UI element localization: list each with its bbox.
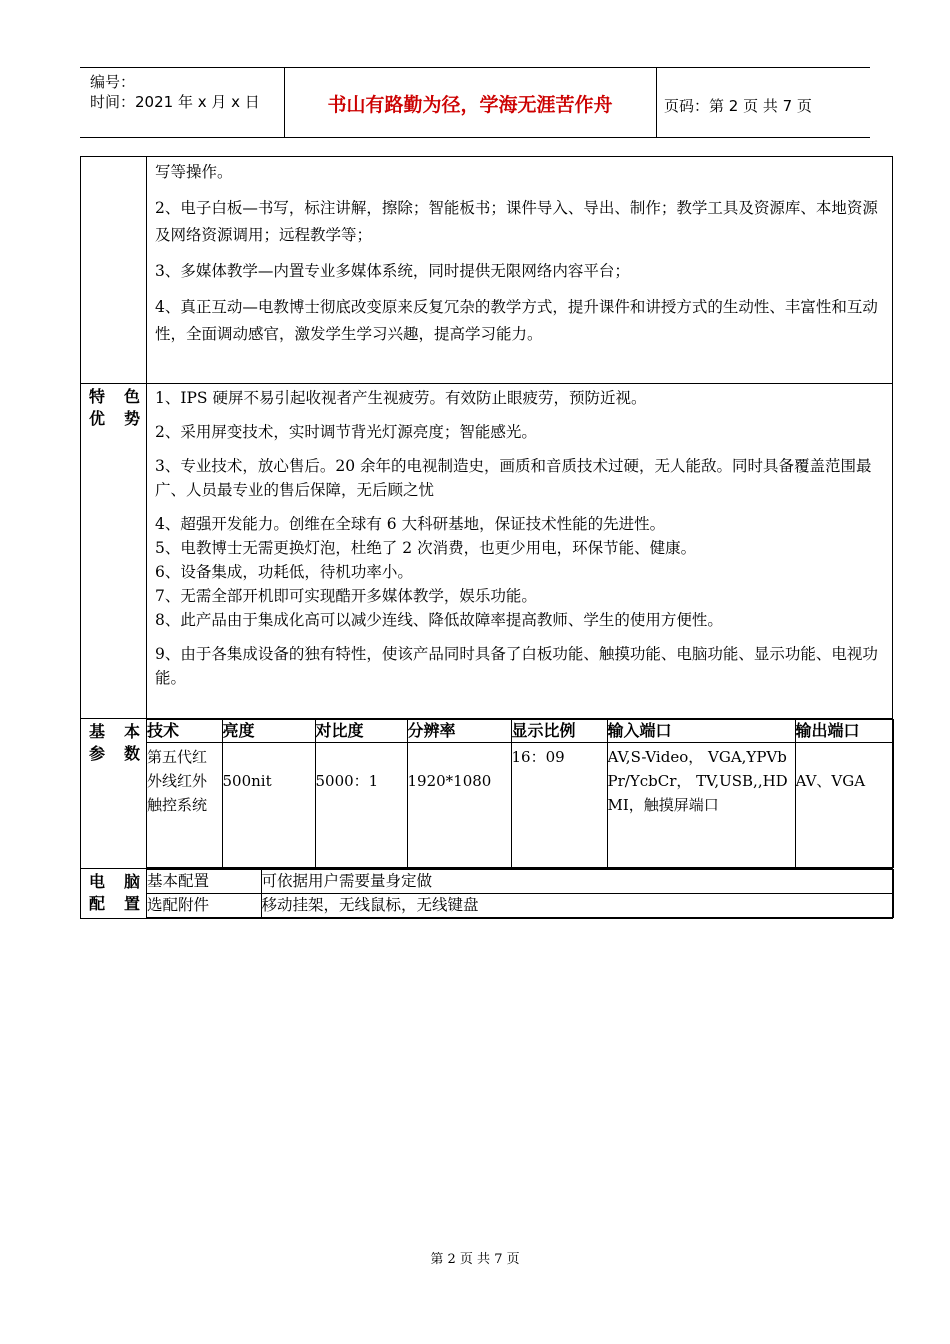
features-label (81, 384, 147, 719)
pc-config-row (81, 869, 893, 919)
features-row (81, 384, 893, 719)
header-page-info: 页码：第 2 页 共 7 页 (664, 97, 812, 115)
config-name: 基本配置 (147, 870, 261, 894)
pc-config-cell (147, 869, 893, 919)
params-value-row (147, 743, 893, 868)
list-item: 4、超强开发能力。创维在全球有 6 大科研基地，保证技术性能的先进性。 (155, 515, 666, 533)
param-value: 第五代红外线红外触控系统 (147, 743, 222, 868)
table-row (147, 894, 893, 918)
basic-params-cell (147, 719, 893, 869)
list-item: 2、电子白板—书写，标注讲解，擦除；智能板书；课件导入、导出、制作；教学工具及资源库、本地资源及网络资源调用；远程教学等； (155, 199, 878, 244)
page-header (80, 67, 870, 138)
header-divider (656, 68, 657, 137)
list-item: 1、IPS 硬屏不易引起收视者产生视疲劳。有效防止眼疲劳，预防近视。 (155, 389, 647, 407)
serial-label: 编号： (90, 73, 136, 91)
basic-params-label-line1: 基本 (89, 722, 140, 741)
param-value: 16：09 (511, 743, 607, 868)
params-table (147, 719, 894, 868)
param-header: 分辨率 (407, 720, 511, 743)
continued-section-content (147, 157, 893, 384)
spec-table (80, 156, 893, 919)
features-label-line2: 优势 (89, 409, 140, 428)
pc-config-label (81, 869, 147, 919)
table-row (147, 870, 893, 894)
param-header: 技术 (147, 720, 222, 743)
list-item: 2、采用屏变技术，实时调节背光灯源亮度；智能感光。 (155, 423, 537, 441)
list-item: 5、电教博士无需更换灯泡，杜绝了 2 次消费，也更少用电，环保节能、健康。 (155, 539, 697, 557)
config-value: 移动挂架，无线鼠标，无线键盘 (261, 894, 893, 918)
list-item: 3、专业技术，放心售后。20 余年的电视制造史，画质和音质技术过硬，无人能敌。同时具备覆盖范围最广、人员最专业的售后保障，无后顾之忧 (155, 457, 872, 499)
list-item: 3、多媒体教学—内置专业多媒体系统，同时提供无限网络内容平台； (155, 262, 630, 280)
param-header: 显示比例 (511, 720, 607, 743)
param-value: 500nit (222, 743, 315, 868)
header-motto: 书山有路勤为径，学海无涯苦作舟 (327, 94, 613, 116)
pc-config-label-line2: 配置 (89, 894, 140, 913)
config-name: 选配附件 (147, 894, 261, 918)
pc-config-table (147, 869, 894, 918)
param-value: AV、VGA (795, 743, 893, 868)
basic-params-row (81, 719, 893, 869)
header-meta (90, 72, 260, 112)
config-value: 可依据用户需要量身定做 (261, 870, 893, 894)
basic-params-label (81, 719, 147, 869)
param-value: AV,S-Video， VGA,YPVbPr/YcbCr， TV,USB,,HDMI，触摸屏端口 (607, 743, 795, 868)
param-value: 5000：1 (315, 743, 407, 868)
param-value: 1920*1080 (407, 743, 511, 868)
date-label: 时间：2021 年 x 月 x 日 (90, 93, 260, 111)
list-item: 6、设备集成，功耗低，待机功率小。 (155, 563, 413, 581)
list-item: 8、此产品由于集成化高可以减少连线、降低故障率提高教师、学生的使用方便性。 (155, 611, 723, 629)
param-header: 输入端口 (607, 720, 795, 743)
param-header: 输出端口 (795, 720, 893, 743)
page-footer: 第 2 页 共 7 页 (430, 1252, 520, 1267)
list-item: 4、真正互动—电教博士彻底改变原来反复冗杂的教学方式，提升课件和讲授方式的生动性、丰富性和互动性，全面调动感官，激发学生学习兴趣，提高学习能力。 (155, 298, 878, 343)
param-header: 亮度 (222, 720, 315, 743)
param-header: 对比度 (315, 720, 407, 743)
basic-params-label-line2: 参数 (89, 744, 140, 763)
continued-section-label (81, 157, 147, 384)
features-content (147, 384, 893, 719)
params-header-row (147, 720, 893, 743)
list-item: 7、无需全部开机即可实现酷开多媒体教学，娱乐功能。 (155, 587, 537, 605)
pc-config-label-line1: 电脑 (89, 872, 140, 891)
continued-section-row (81, 157, 893, 384)
features-label-line1: 特色 (89, 387, 140, 406)
list-item: 写等操作。 (155, 163, 233, 181)
list-item: 9、由于各集成设备的独有特性，使该产品同时具备了白板功能、触摸功能、电脑功能、显示功能、电视功能。 (155, 645, 878, 687)
